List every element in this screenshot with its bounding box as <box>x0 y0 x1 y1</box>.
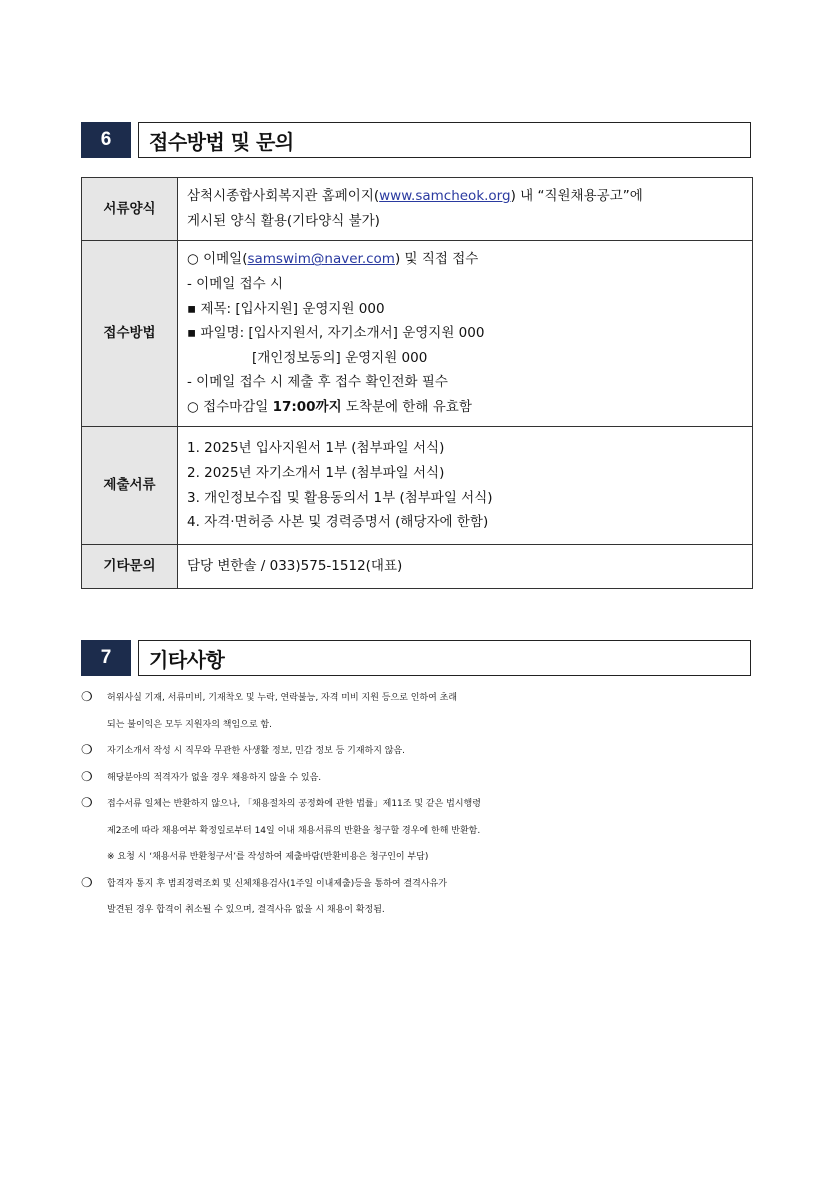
section-7-header <box>81 640 751 676</box>
method-line: ▪ 파일명: [입사지원서, 자기소개서] 운영지원 000 <box>187 325 485 342</box>
method-line: - 이메일 접수 시 제출 후 접수 확인전화 필수 <box>187 374 448 391</box>
text: 삼척시종합사회복지관 홈페이지( <box>187 188 380 205</box>
document-item: 3. 개인정보수집 및 활용동의서 1부 (첨부파일 서식) <box>187 489 493 506</box>
text: ○ 접수마감일 <box>187 398 273 415</box>
note-line: 발견된 경우 합격이 취소될 수 있으며, 결격사유 없을 시 채용이 확정됨. <box>107 905 385 915</box>
section-number: 7 <box>81 640 131 676</box>
table-row <box>82 178 753 241</box>
text: ) 및 직접 접수 <box>394 251 479 268</box>
document-item: 1. 2025년 입사지원서 1부 (첨부파일 서식) <box>187 440 445 457</box>
row-value <box>178 241 753 427</box>
deadline-time: 17:00까지 <box>272 398 342 415</box>
note-line: 허위사실 기재, 서류미비, 기재착오 및 누락, 연락불능, 자격 미비 지원 등으로 인하여 초래 <box>107 693 458 703</box>
email-line <box>187 247 742 272</box>
text: ○ 이메일( <box>187 251 248 268</box>
note-line: 합격자 통지 후 범죄경력조회 및 신체채용검사(1주일 이내제출)등을 통하여 결격사유가 <box>107 878 447 889</box>
notes-list <box>81 685 761 924</box>
deadline-line <box>187 395 742 420</box>
row-label: 제출서류 <box>82 427 178 545</box>
section-title: 기타사항 <box>138 640 751 676</box>
homepage-link[interactable]: www.samcheok.org <box>379 188 511 205</box>
form-line-2: 게시된 양식 활용(기타양식 불가) <box>187 213 380 229</box>
circle-bullet-icon: ❍ <box>81 769 93 785</box>
row-value <box>178 427 753 545</box>
section-number: 6 <box>81 122 131 158</box>
circle-bullet-icon: ❍ <box>81 796 93 811</box>
table-row <box>82 427 753 545</box>
list-item <box>81 685 761 738</box>
list-item <box>81 871 761 924</box>
table-row <box>82 545 753 589</box>
note-line: 자기소개서 작성 시 직무와 무관한 사생활 정보, 민감 정보 등 기재하지 않음. <box>107 746 406 756</box>
text: ) 내 “직원채용공고”에 <box>510 188 643 205</box>
method-line: - 이메일 접수 시 <box>187 276 283 293</box>
row-value <box>178 178 753 241</box>
document-item: 2. 2025년 자기소개서 1부 (첨부파일 서식) <box>187 464 445 481</box>
row-label: 접수방법 <box>82 241 178 427</box>
text: 도착분에 한해 유효함 <box>341 398 472 415</box>
section-6-header <box>81 122 751 158</box>
document-item: 4. 자격·면허증 사본 및 경력증명서 (해당자에 한함) <box>187 514 489 531</box>
method-line: ▪ 제목: [입사지원] 운영지원 000 <box>187 300 385 317</box>
note-line: 해당분야의 적격자가 없을 경우 채용하지 않을 수 있음. <box>107 772 322 783</box>
application-info-table <box>81 177 753 589</box>
row-label: 기타문의 <box>82 545 178 589</box>
note-line: 접수서류 일체는 반환하지 않으나, 「채용절차의 공정화에 관한 법률」제11조 및 같은 법시행령 <box>107 799 481 809</box>
list-item <box>81 738 761 765</box>
list-item <box>81 765 761 792</box>
list-item <box>81 791 761 871</box>
table-row <box>82 241 753 427</box>
note-line: ※ 요청 시 ‘채용서류 반환청구서’를 작성하여 제출바람(반환비용은 청구인이 부담) <box>107 852 429 862</box>
method-line: [개인정보동의] 운영지원 000 <box>252 349 428 366</box>
form-line-1 <box>187 184 742 209</box>
note-line: 되는 불이익은 모두 지원자의 책임으로 함. <box>107 719 272 730</box>
circle-bullet-icon: ❍ <box>81 690 93 705</box>
contact-value: 담당 변한솔 / 033)575-1512(대표) <box>178 545 753 589</box>
circle-bullet-icon: ❍ <box>81 743 93 758</box>
email-link[interactable]: samswim@naver.com <box>247 251 395 268</box>
circle-bullet-icon: ❍ <box>81 875 93 891</box>
row-label: 서류양식 <box>82 178 178 241</box>
section-title: 접수방법 및 문의 <box>138 122 751 158</box>
note-line: 제2조에 따라 채용여부 확정일로부터 14일 이내 채용서류의 반환을 청구할 경우에 한해 반환함. <box>107 825 481 836</box>
